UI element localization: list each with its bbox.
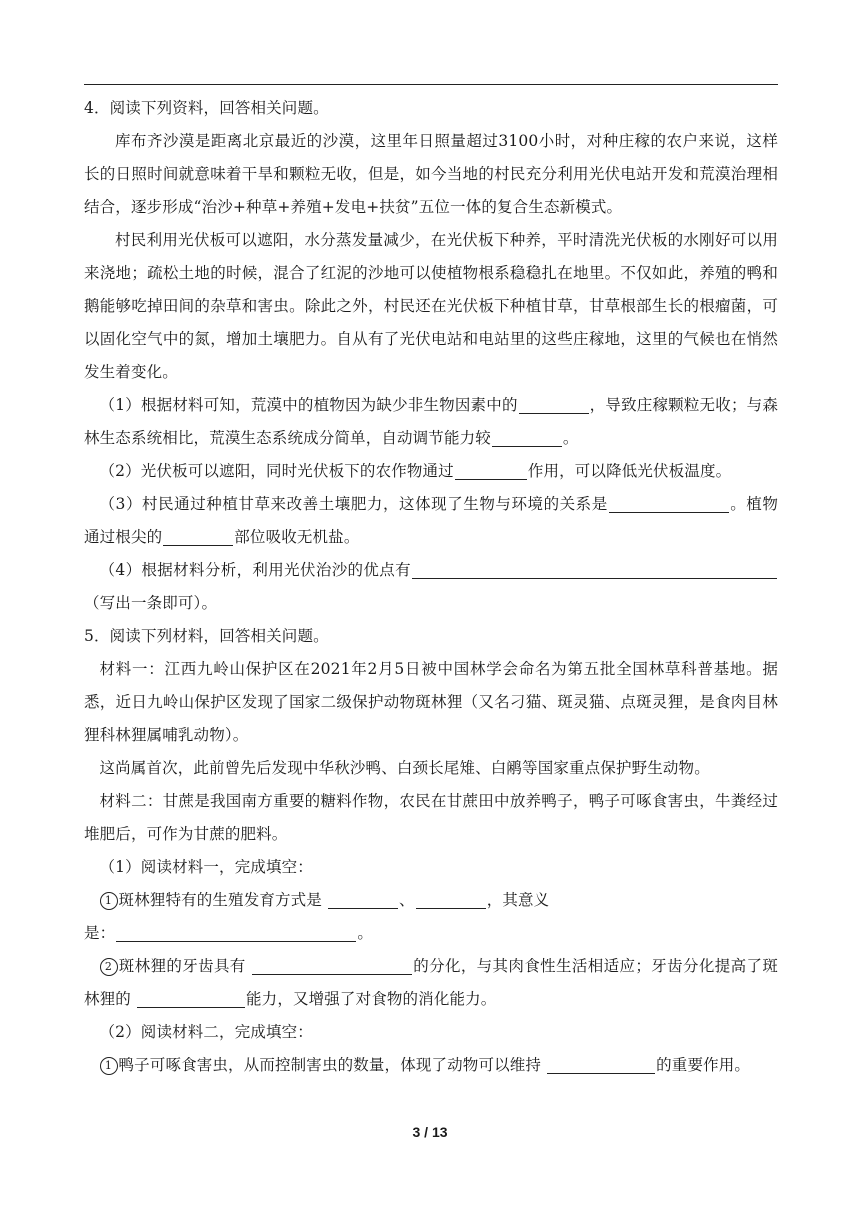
q4-s4-text-b: （写出一条即可）。 xyxy=(84,594,218,612)
q5-subquestion-2-header: （2）阅读材料二，完成填空： xyxy=(99,1023,313,1041)
answer-blank[interactable] xyxy=(609,494,729,513)
header-rule xyxy=(84,84,778,85)
answer-blank[interactable] xyxy=(492,428,562,447)
circled-number-2: 2 xyxy=(100,958,118,976)
answer-blank[interactable] xyxy=(116,923,356,942)
q5-c1-sep: 、 xyxy=(399,891,415,909)
q4-s1-text-c: 。 xyxy=(562,429,579,447)
q4-subquestion-4 xyxy=(84,554,778,620)
q5-c1-text-d: 。 xyxy=(357,924,373,942)
q4-s3-text-a: （3）村民通过种植甘草来改善土壤肥力，这体现了生物与环境的关系是 xyxy=(99,495,608,513)
q5-c1-text-b: ，其意义 xyxy=(486,891,550,909)
answer-blank[interactable] xyxy=(455,461,527,480)
q5-material-2: 材料二：甘蔗是我国南方重要的糖料作物，农民在甘蔗田中放养鸭子，鸭子可啄食害虫，牛粪经过堆肥后，可作为甘蔗的肥料。 xyxy=(84,792,778,843)
q5-c1-text-a: 斑林狸特有的生殖发育方式是 xyxy=(118,891,328,909)
q5-item-1 xyxy=(84,884,778,917)
q4-subquestion-3 xyxy=(84,488,778,554)
q5-subquestion-1-header: （1）阅读材料一，完成填空： xyxy=(99,858,313,876)
answer-blank[interactable] xyxy=(252,956,412,975)
circled-number-1: 1 xyxy=(100,892,118,910)
q5-item-1-cont xyxy=(84,917,778,950)
q4-s2-text-b: 作用，可以降低光伏板温度。 xyxy=(527,462,732,480)
q4-s1-text-a: （1）根据材料可知，荒漠中的植物因为缺少非生物因素中的 xyxy=(99,396,518,414)
q5-item-2 xyxy=(84,950,778,1016)
answer-blank[interactable] xyxy=(412,560,777,579)
answer-blank[interactable] xyxy=(163,527,233,546)
answer-blank[interactable] xyxy=(416,890,486,909)
page-number: 3 / 13 xyxy=(412,1124,448,1140)
q4-subquestion-2 xyxy=(84,455,778,488)
answer-blank[interactable] xyxy=(547,1055,655,1074)
q4-s2-text-a: （2）光伏板可以遮阳，同时光伏板下的农作物通过 xyxy=(99,462,454,480)
page-content xyxy=(84,92,778,1082)
q4-s3-text-c: 部位吸收无机盐。 xyxy=(234,528,360,546)
q5-material-1-cont: 这尚属首次，此前曾先后发现中华秋沙鸭、白颈长尾雉、白鹇等国家重点保护野生动物。 xyxy=(99,759,710,777)
question-4-title: 4．阅读下列资料，回答相关问题。 xyxy=(84,99,329,117)
q4-paragraph-1: 库布齐沙漠是距离北京最近的沙漠，这里年日照量超过3100小时，对种庄稼的农户来说，这样长的日照时间就意味着干旱和颗粒无收，但是，如今当地的村民充分利用光伏电站开发和荒漠治理相结合，逐步形成“治沙+种草+养殖+发电+扶贫”五位一体的复合生态新模式。 xyxy=(84,132,778,216)
q5-c1-text-c: 是： xyxy=(84,924,116,942)
q5-c2-text-c: 能力，又增强了对食物的消化能力。 xyxy=(246,990,497,1008)
answer-blank[interactable] xyxy=(328,890,398,909)
answer-blank[interactable] xyxy=(519,395,589,414)
q5-material-1: 材料一：江西九岭山保护区在2021年2月5日被中国林学会命名为第五批全国林草科普基地。据悉，近日九岭山保护区发现了国家二级保护动物斑林狸（又名刁猫、斑灵猫、点斑灵狸，是食肉目林狸科林狸属哺乳动物）。 xyxy=(84,660,778,744)
q5-item-3 xyxy=(84,1049,778,1082)
circled-number-1: 1 xyxy=(100,1057,118,1075)
q5-d1-text-b: 的重要作用。 xyxy=(656,1056,751,1074)
q5-c2-text-a: 斑林狸的牙齿具有 xyxy=(118,957,251,975)
q4-s1-text-b: ，导致庄稼颗粒无收；与森林生态系统相比，荒漠生态系统成分简单，自动调节能力较 xyxy=(84,396,778,447)
q4-paragraph-2: 村民利用光伏板可以遮阳，水分蒸发量减少，在光伏板下种养，平时清洗光伏板的水刚好可以用来浇地；疏松土地的时候，混合了红泥的沙地可以使植物根系稳稳扎在地里。不仅如此，养殖的鸭和鹅能够吃掉田间的杂草和害虫。除此之外，村民还在光伏板下种植甘草，甘草根部生长的根瘤菌，可以固化空气中的氮，增加土壤肥力。自从有了光伏电站和电站里的这些庄稼地，这里的气候也在悄然发生着变化。 xyxy=(84,231,778,381)
q4-subquestion-1 xyxy=(84,389,778,455)
q4-s4-text-a: （4）根据材料分析，利用光伏治沙的优点有 xyxy=(99,561,411,579)
q4-s3-text-b: 。植物通过根尖的 xyxy=(84,495,778,546)
q5-c2-text-b: 的分化，与其肉食性生活相适应；牙齿分化提高了斑林狸的 xyxy=(84,957,778,1008)
answer-blank[interactable] xyxy=(137,989,245,1008)
q5-d1-text-a: 鸭子可啄食害虫，从而控制害虫的数量，体现了动物可以维持 xyxy=(118,1056,547,1074)
question-5-title: 5．阅读下列材料，回答相关问题。 xyxy=(84,627,329,645)
